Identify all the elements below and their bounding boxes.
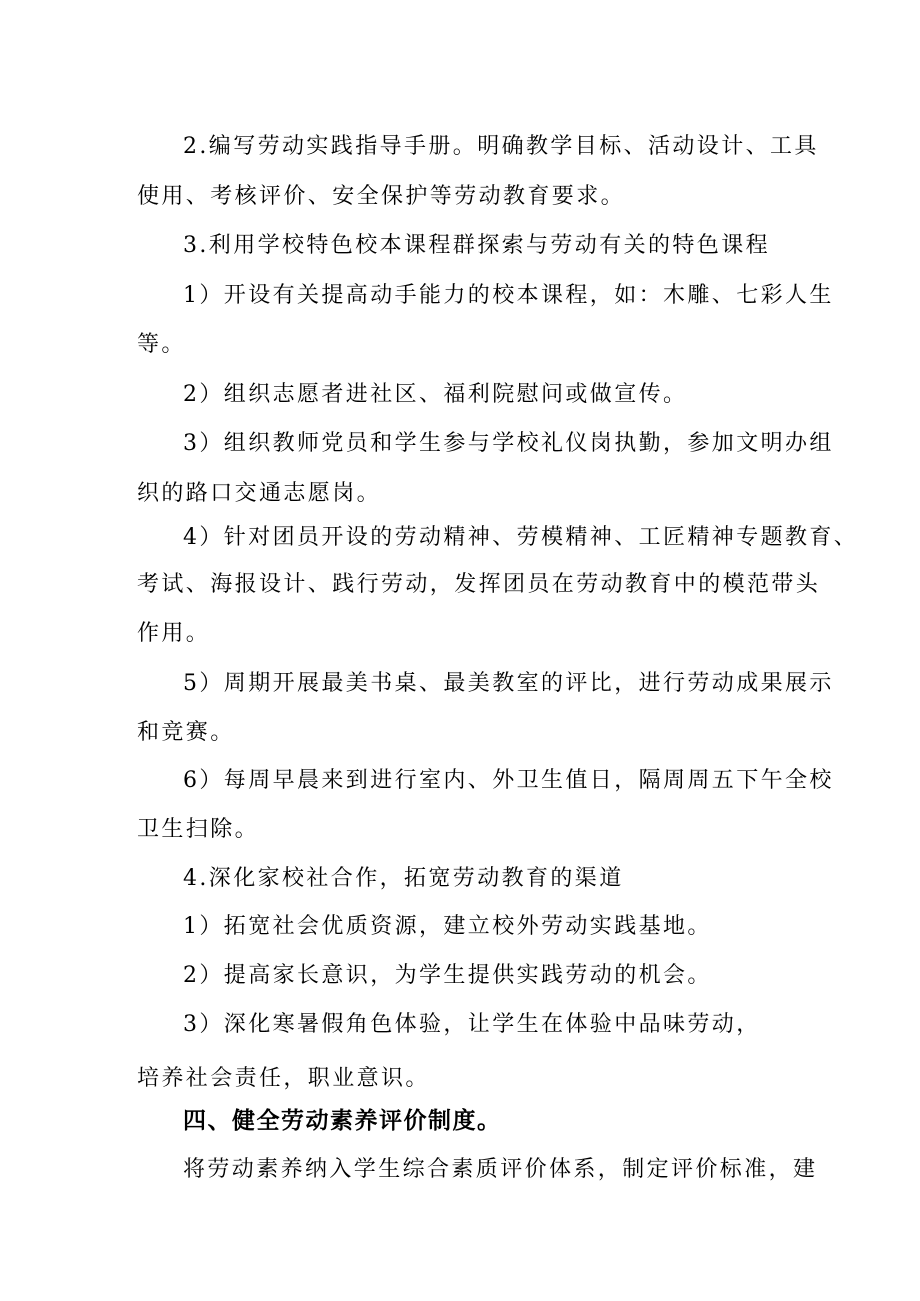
paragraph-line: 将劳动素养纳入学生综合素质评价体系，制定评价标准，建: [183, 1157, 818, 1182]
paragraph-line: 3.利用学校特色校本课程群探索与劳动有关的特色课程: [183, 233, 770, 258]
paragraph-line: 培养社会责任，职业意识。: [137, 1066, 430, 1091]
paragraph-line: 和竞赛。: [137, 720, 235, 745]
paragraph-line: 3）组织教师党员和学生参与学校礼仪岗执勤，参加文明办组: [183, 431, 834, 456]
paragraph-line: 使用、考核评价、安全保护等劳动教育要求。: [137, 184, 626, 209]
paragraph-line: 织的路口交通志愿岗。: [137, 481, 382, 506]
paragraph-line: 6）每周早晨来到进行室内、外卫生值日，隔周周五下午全校: [183, 768, 834, 793]
paragraph-line: 1）开设有关提高动手能力的校本课程，如：木雕、七彩人生: [183, 283, 834, 308]
paragraph-line: 4.深化家校社合作，拓宽劳动教育的渠道: [183, 866, 624, 891]
paragraph-line: 作用。: [137, 621, 211, 646]
paragraph-line: 2.编写劳动实践指导手册。明确教学目标、活动设计、工具: [183, 134, 819, 159]
paragraph-line: 2）组织志愿者进社区、福利院慰问或做宣传。: [183, 382, 688, 407]
paragraph-line: 等。: [137, 332, 186, 357]
paragraph-line: 考试、海报设计、践行劳动，发挥团员在劳动教育中的模范带头: [137, 572, 821, 597]
paragraph-line: 卫生扫除。: [137, 817, 260, 842]
paragraph-line: 2）提高家长意识，为学生提供实践劳动的机会。: [183, 963, 712, 988]
paragraph-line: 5）周期开展最美书桌、最美教室的评比，进行劳动成果展示: [183, 671, 834, 696]
paragraph-line: 4）针对团员开设的劳动精神、劳模精神、工匠精神专题教育、: [183, 525, 859, 550]
paragraph-line: 3）深化寒暑假角色体验，让学生在体验中品味劳动，: [183, 1012, 761, 1037]
section-heading: 四、健全劳动素养评价制度。: [183, 1108, 502, 1134]
paragraph-line: 1）拓宽社会优质资源，建立校外劳动实践基地。: [183, 914, 712, 939]
